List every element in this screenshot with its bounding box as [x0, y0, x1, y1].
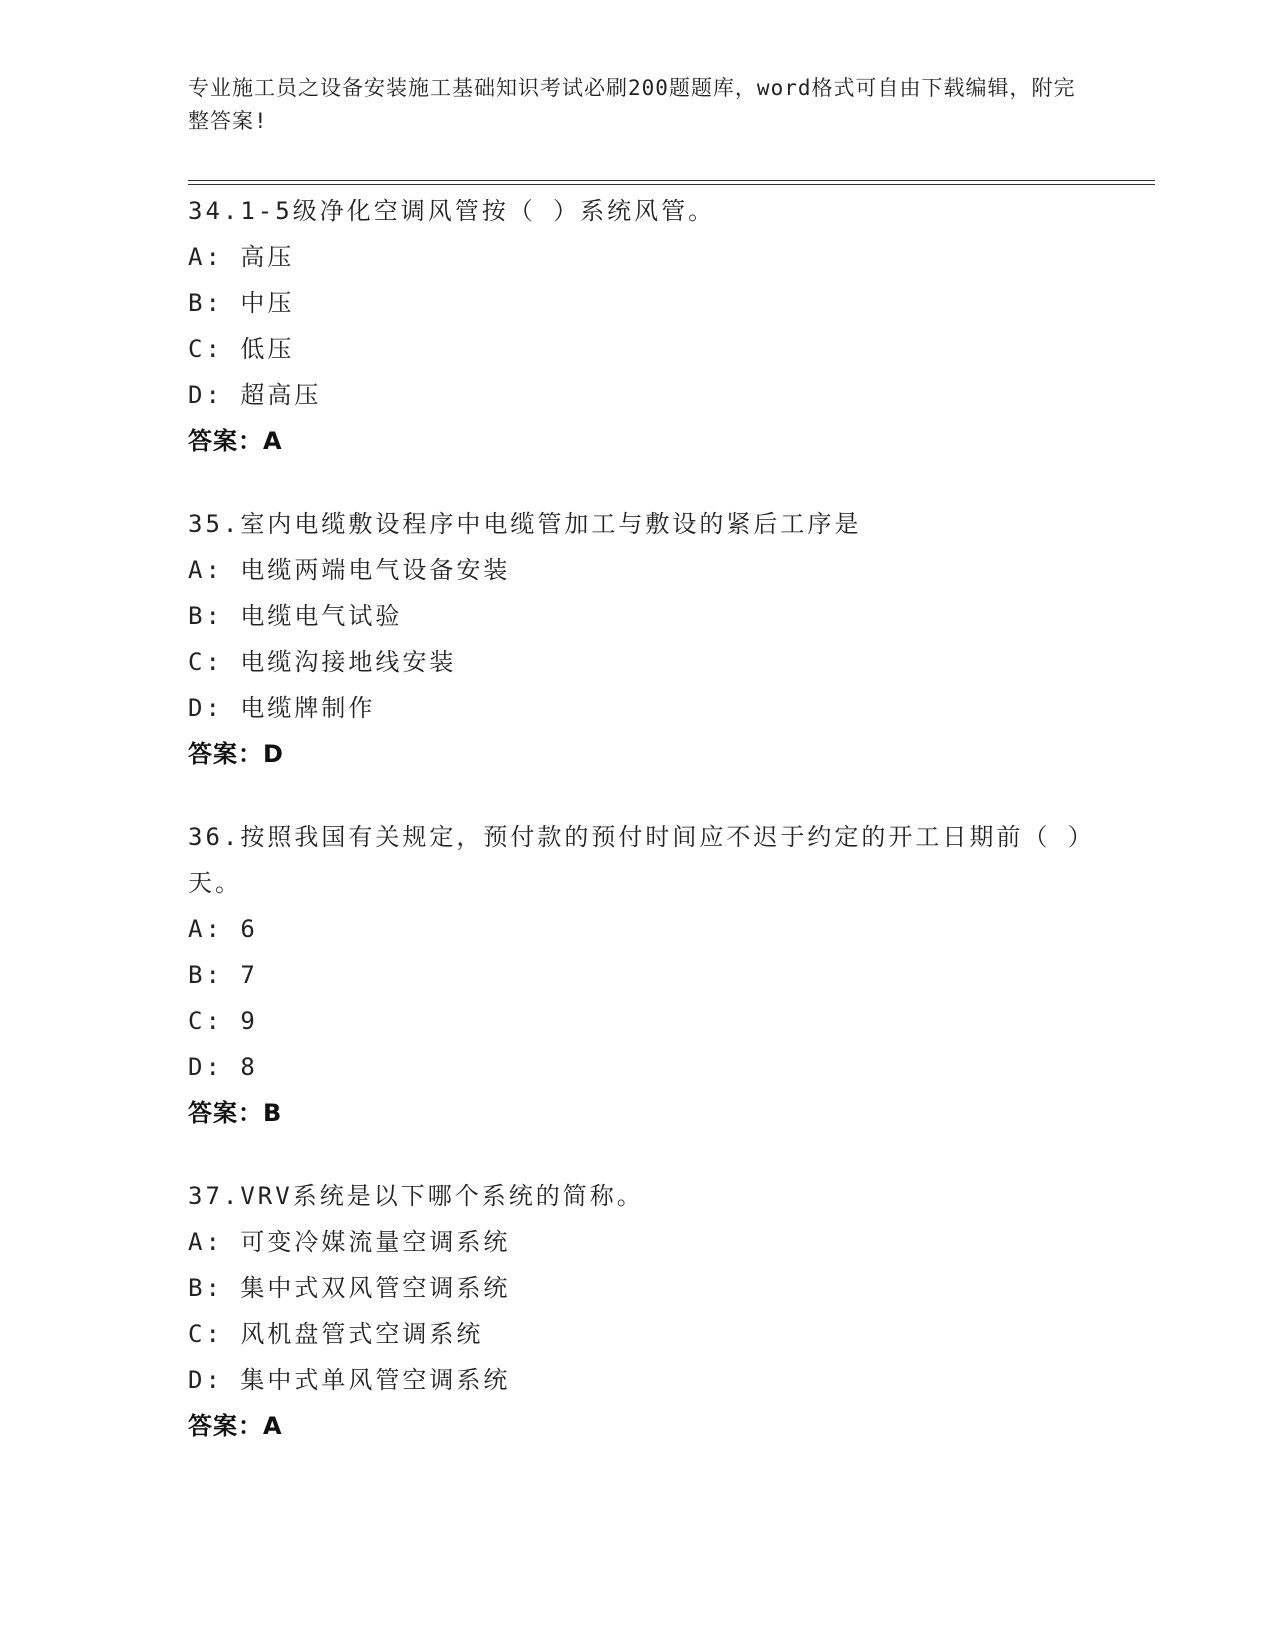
question-37 — [188, 1173, 1148, 1449]
question-35 — [188, 501, 1148, 777]
answer-label: 答案：A — [188, 1412, 283, 1440]
document-header: 专业施工员之设备安装施工基础知识考试必刷200题题库，word格式可自由下载编辑，附完整答案! — [188, 76, 1076, 133]
question-stem: 35.室内电缆敷设程序中电缆管加工与敷设的紧后工序是 — [188, 510, 862, 538]
question-stem: 34.1-5级净化空调风管按（ ）系统风管。 — [188, 197, 716, 225]
option-a: A: 高压 — [188, 243, 295, 271]
option-d: D: 电缆牌制作 — [188, 694, 376, 722]
option-b: B: 电缆电气试验 — [188, 602, 403, 630]
option-b: B: 7 — [188, 961, 258, 989]
option-c: C: 电缆沟接地线安装 — [188, 648, 457, 676]
option-b: B: 中压 — [188, 289, 295, 317]
option-d: D: 8 — [188, 1053, 258, 1081]
question-34 — [188, 188, 1148, 464]
option-c: C: 低压 — [188, 335, 295, 363]
option-a: A: 6 — [188, 915, 258, 943]
option-d: D: 集中式单风管空调系统 — [188, 1366, 511, 1394]
question-stem: 37.VRV系统是以下哪个系统的简称。 — [188, 1182, 644, 1210]
option-c: C: 风机盘管式空调系统 — [188, 1320, 484, 1348]
question-36 — [188, 814, 1148, 1136]
header-divider — [188, 180, 1155, 185]
question-list — [188, 188, 1148, 1486]
option-d: D: 超高压 — [188, 381, 322, 409]
option-b: B: 集中式双风管空调系统 — [188, 1274, 511, 1302]
question-stem: 36.按照我国有关规定，预付款的预付时间应不迟于约定的开工日期前（ ）天。 — [188, 823, 1083, 897]
answer-label: 答案：A — [188, 427, 283, 455]
option-a: A: 可变冷媒流量空调系统 — [188, 1228, 511, 1256]
answer-label: 答案：D — [188, 740, 284, 768]
option-c: C: 9 — [188, 1007, 258, 1035]
option-a: A: 电缆两端电气设备安装 — [188, 556, 511, 584]
answer-label: 答案：B — [188, 1099, 283, 1127]
